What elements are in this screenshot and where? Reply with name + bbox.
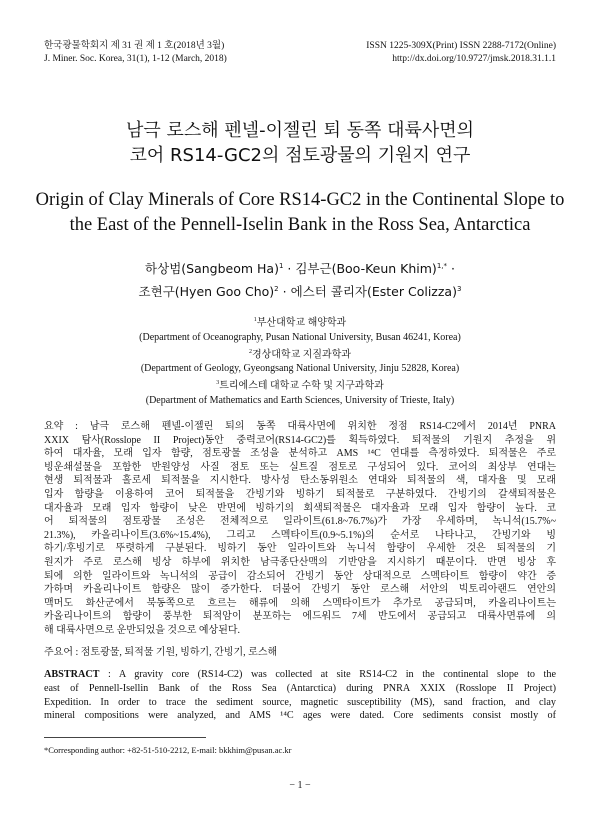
abstract-line — [44, 583, 556, 597]
author-separator: · — [283, 261, 296, 277]
abstract-line-text: 입자 함량을 이용하여 코어 퇴적물을 간빙기와 빙하기 퇴적물로 구분하였다. 간빙기의 갈색퇴적물은 — [44, 488, 556, 500]
abstract-line — [44, 682, 556, 696]
abstract-label-sep: : — [99, 669, 119, 680]
abstract-line — [44, 515, 556, 529]
author: 조현구(Hyen Goo Cho) — [138, 284, 275, 300]
abstract-line — [44, 696, 556, 710]
abstract-line — [44, 474, 556, 488]
abstract-line — [44, 556, 556, 570]
abstract-line-text: 현생 퇴적물과 홀로세 퇴적물을 지시한다. 방사성 탄소동위원소 연대와 퇴적물의 색, 대자율 및 모래 — [44, 475, 556, 487]
journal-header-right — [366, 40, 556, 66]
abstract-korean — [44, 420, 556, 638]
title-english — [30, 188, 570, 238]
footnote-divider — [44, 737, 206, 738]
author-separator: · — [278, 284, 291, 300]
abstract-line-text: 해 대륙사면으로 운반되었을 것으로 예상된다. — [44, 624, 241, 636]
abstract-line — [44, 668, 556, 682]
doi-link[interactable]: http://dx.doi.org/10.9727/jmsk.2018.31.1.1 — [392, 54, 556, 64]
abstract-line-text: 원지가 주로 로스해 빙상 하부에 위치한 남극종단산맥의 기반암을 지시하기 때문이다. 반면 빙상 후 — [44, 556, 556, 568]
abstract-line-text: Expedition. In order to trace the sediment source, magnetic susceptibility (MS), sand fraction, and clay — [44, 696, 556, 708]
author-list — [0, 256, 600, 302]
abstract-line-text: 맥머도 화산군에서 북동쪽으로 흐르는 해류에 의해 스멕타이트가 추가로 공급되며, 카올리나이트는 — [44, 597, 556, 609]
abstract-line-text: XXIX 탐사(Rosslope II Project)동안 중력코어(RS14-GC2)를 획득하였다. 퇴적물의 기원지 추정을 위 — [44, 434, 556, 446]
abstract-line — [44, 597, 556, 611]
abstract-line-text: 하기/후빙기로 뚜렷하게 구분된다. 빙하기 동안 일라이트와 녹니석 함량이 우세한 것은 퇴적물의 기 — [44, 543, 556, 555]
author: 김부근(Boo-Keun Khim) — [295, 261, 437, 277]
abstract-line — [44, 434, 556, 448]
corresponding-author-footnote: *Corresponding author: +82-51-510-2212, E-mail: bkkhim@pusan.ac.kr — [44, 745, 292, 755]
journal-citation: J. Miner. Soc. Korea, 31(1), 1-12 (March, 2018) — [44, 54, 227, 64]
abstract-line-text: A gravity core (RS14-C2) was collected at site RS14-C2 in the continental slope to the — [118, 669, 556, 680]
keywords-text: 점토광물, 퇴적물 기원, 빙하기, 간빙기, 로스해 — [80, 647, 278, 658]
affiliation-en: (Department of Oceanography, Pusan National University, Busan 46241, Korea) — [139, 331, 461, 343]
abstract-line — [44, 529, 556, 543]
abstract-line-text: 어 퇴적물의 점토광물 조성은 전체적으로 일라이트(61.8~76.7%)가 가장 우세하며, 녹니석(15.7%~ — [44, 516, 556, 528]
title-korean-line: 남극 로스해 펜넬-이젤린 퇴 동쪽 대륙사면의 — [125, 120, 475, 141]
abstract-line — [44, 447, 556, 461]
abstract-english — [44, 668, 556, 723]
title-korean — [0, 118, 600, 168]
abstract-label: 요약 : — [44, 421, 90, 432]
journal-name-ko: 한국광물학회지 제 31 권 제 1 호(2018년 3월) — [44, 41, 225, 51]
affiliation-ko-text: 트리에스테 대학교 수학 및 지구과학과 — [219, 380, 384, 392]
abstract-line — [44, 461, 556, 475]
author-affil-sup: 1 — [278, 262, 284, 270]
abstract-line — [44, 624, 556, 638]
issn: ISSN 1225-309X(Print) ISSN 2288-7172(Online) — [366, 41, 556, 51]
keywords — [44, 643, 277, 658]
author-affil-sup: 3 — [456, 285, 462, 294]
abstract-line-text: 카올리나이트의 함량이 풍부한 퇴적암이 분포하는 에드워드 7세 반도에서 공급되고 대륙사면류에 의 — [44, 611, 556, 623]
title-english-line: Origin of Clay Minerals of Core RS14-GC2 in the Continental Slope to — [35, 190, 565, 210]
author-separator: · — [447, 261, 455, 277]
affiliation-ko — [0, 345, 600, 363]
author-affil-sup: 1,* — [436, 262, 447, 270]
abstract-line-text: 21.3%), 카올리나이트(3.6%~15.4%), 그리고 스멕타이트(0.9~5.1%)의 순서로 나타나고, 간빙기와 빙 — [44, 529, 556, 541]
abstract-line-text: 퇴에 의한 일라이트와 녹니석의 공급이 감소되어 간빙기 동안 상대적으로 스멕타이트 함량이 약간 증 — [44, 570, 556, 582]
page-number: − 1 − — [289, 780, 311, 791]
abstract-label: ABSTRACT — [44, 669, 100, 680]
affiliation-ko-text: 경상대학교 지질과학과 — [251, 349, 352, 361]
author: 에스터 콜리자(Ester Colizza) — [290, 284, 457, 300]
abstract-line — [44, 542, 556, 556]
abstract-line — [44, 488, 556, 502]
abstract-line-text: 빙운쇄설물을 포함한 반원양성 사질 점토 또는 실트질 점토로 구성되어 있다. 코어의 최상부 연대는 — [44, 461, 556, 473]
keywords-label: 주요어 : — [44, 647, 81, 658]
abstract-line — [44, 502, 556, 516]
abstract-line-text: 하여 대자율, 모래 입자 함량, 점토광물 조성을 분석하고 AMS ¹⁴C 연대를 측정하였다. 퇴적물은 주로 — [44, 448, 556, 460]
abstract-line-text: 가하며 카올리나이트 함량은 많이 증가한다. 더불어 간빙기 동안 로스해 서안의 빅토리아랜드 연안의 — [44, 584, 556, 596]
title-korean-line: 코어 RS14-GC2의 점토광물의 기원지 연구 — [129, 145, 471, 166]
journal-header-left — [44, 40, 227, 66]
abstract-line-text: 대자율과 모래 입자 함량이 낮은 반면에 빙하기의 회색퇴적물은 대자율과 모래 입자 함량이 높다. 코 — [44, 502, 556, 514]
affiliation-en: (Department of Mathematics and Earth Sciences, University of Trieste, Italy) — [145, 395, 455, 406]
affiliation-ko — [0, 376, 600, 394]
affiliation-ko-text: 부산대학교 해양학과 — [256, 317, 347, 329]
author: 하상범(Sangbeom Ha) — [145, 261, 279, 277]
abstract-line-text: east of Pennell-Isellin Bank of the Ross Sea (Antarctica) during PNRA XXIX (Rosslope II Project) — [44, 682, 556, 694]
affiliation-ko — [0, 313, 600, 331]
abstract-line — [44, 570, 556, 584]
affiliations — [0, 313, 600, 408]
affiliation-sup: 1 — [253, 317, 257, 323]
abstract-line-text: mineral compositions were analyzed, and AMS ¹⁴C ages were dated. Core sediments consist mostly of — [44, 710, 556, 722]
author-affil-sup: 2 — [274, 285, 279, 294]
abstract-line — [44, 610, 556, 624]
abstract-line — [44, 709, 556, 723]
abstract-line-text: 남극 로스해 펜넬-이젤린 퇴의 동쪽 대륙사면에 위치한 정점 RS14-C2에서 2014년 PNRA — [89, 421, 556, 432]
title-english-line: the East of the Pennell-Iselin Bank in the Ross Sea, Antarctica — [69, 215, 531, 235]
affiliation-en: (Department of Geology, Gyeongsang National University, Jinju 52828, Korea) — [140, 363, 460, 375]
affiliation-sup: 2 — [248, 348, 252, 355]
affiliation-sup: 3 — [216, 380, 220, 387]
abstract-line — [44, 420, 556, 434]
